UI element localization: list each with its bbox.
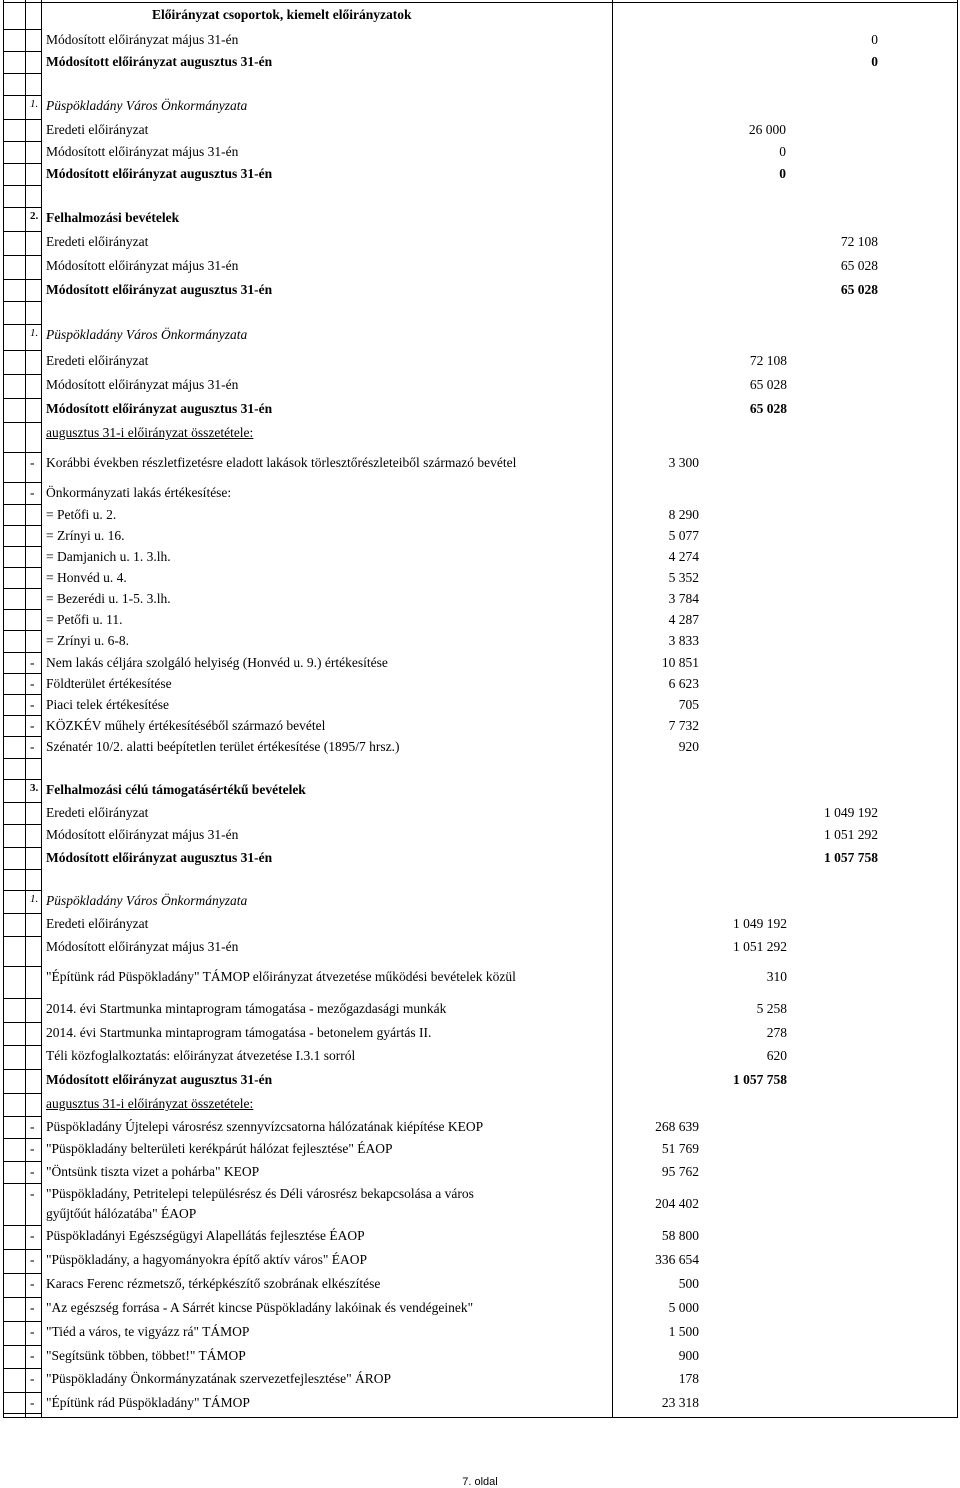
row-label: Püspökladány Város Önkormányzata bbox=[46, 327, 248, 342]
row-line bbox=[3, 1249, 41, 1250]
row-label: Püspökladányi Egészségügyi Alapellátás fejlesztése ÉAOP bbox=[46, 1228, 365, 1243]
row-value: 7 732 bbox=[668, 718, 699, 733]
row-line bbox=[3, 588, 41, 589]
row-label: "Tiéd a város, te vigyázz rá" TÁMOP bbox=[46, 1324, 250, 1339]
row-line bbox=[3, 847, 41, 848]
row-marker: - bbox=[30, 1252, 35, 1267]
row-value: 4 287 bbox=[668, 612, 699, 627]
row-line bbox=[3, 1045, 41, 1046]
row-line bbox=[3, 301, 41, 302]
row-label: "Püspökladány, a hagyományokra építő aktív város" ÉAOP bbox=[46, 1252, 367, 1267]
row-label: Piaci telek értékesítése bbox=[46, 697, 169, 712]
row-line bbox=[3, 51, 41, 52]
row-value: 1 500 bbox=[668, 1324, 699, 1339]
row-line bbox=[3, 2, 958, 3]
row-label: Eredeti előirányzat bbox=[46, 805, 149, 820]
row-line bbox=[3, 913, 41, 914]
column-line bbox=[41, 0, 42, 1418]
row-label: "Öntsünk tiszta vizet a pohárba" KEOP bbox=[46, 1164, 260, 1179]
row-label: = Honvéd u. 4. bbox=[46, 570, 127, 585]
row-label: Karacs Ferenc rézmetsző, térképkészítő szobrának elkészítése bbox=[46, 1276, 381, 1291]
row-value: 26 000 bbox=[748, 122, 786, 137]
row-line bbox=[3, 324, 41, 325]
row-marker: - bbox=[30, 1186, 35, 1201]
row-line bbox=[3, 736, 41, 737]
row-value: 58 800 bbox=[661, 1228, 699, 1243]
row-line bbox=[3, 141, 41, 142]
row-label: Szénatér 10/2. alatti beépítetlen terület értékesítése (1895/7 hrsz.) bbox=[46, 739, 400, 754]
row-label: Önkormányzati lakás értékesítése: bbox=[46, 485, 232, 500]
row-value: 1 051 292 bbox=[733, 939, 787, 954]
row-line bbox=[3, 1368, 41, 1369]
row-label: "Segítsünk többen, többet!" TÁMOP bbox=[46, 1348, 246, 1363]
row-label: = Zrínyi u. 16. bbox=[46, 528, 125, 543]
row-line bbox=[3, 1225, 41, 1226]
row-line bbox=[3, 652, 41, 653]
row-value: 5 000 bbox=[668, 1300, 699, 1315]
row-line bbox=[3, 567, 41, 568]
row-line bbox=[3, 1345, 41, 1346]
row-line bbox=[3, 715, 41, 716]
row-line bbox=[3, 1183, 41, 1184]
row-label: = Bezerédi u. 1-5. 3.lh. bbox=[46, 591, 171, 606]
row-value: 10 851 bbox=[661, 655, 699, 670]
row-label: Püspökladány Újtelepi városrész szennyvízcsatorna hálózatának kiépítése KEOP bbox=[46, 1119, 484, 1134]
row-marker: 1. bbox=[30, 893, 39, 905]
row-line bbox=[3, 1116, 41, 1117]
row-line bbox=[3, 609, 41, 610]
row-label: Püspökladány Város Önkormányzata bbox=[46, 893, 248, 908]
row-value: 72 108 bbox=[840, 234, 878, 249]
row-value: 0 bbox=[779, 144, 786, 159]
row-label: Eredeti előirányzat bbox=[46, 122, 149, 137]
row-line bbox=[3, 504, 41, 505]
row-label: Eredeti előirányzat bbox=[46, 916, 149, 931]
row-marker: - bbox=[30, 1228, 35, 1243]
row-line bbox=[3, 1093, 41, 1094]
row-value: 4 274 bbox=[668, 549, 699, 564]
row-marker: - bbox=[30, 1141, 35, 1156]
row-marker: 3. bbox=[30, 782, 39, 794]
row-value: 65 028 bbox=[749, 401, 787, 416]
row-line bbox=[3, 824, 41, 825]
row-value: 178 bbox=[678, 1371, 699, 1386]
row-label: Módosított előirányzat május 31-én bbox=[46, 939, 239, 954]
row-label: KÖZKÉV műhely értékesítéséből származó bevétel bbox=[46, 718, 326, 733]
row-line bbox=[3, 398, 41, 399]
row-label: augusztus 31-i előirányzat összetétele: bbox=[46, 425, 254, 440]
row-line bbox=[3, 1069, 41, 1070]
row-line bbox=[3, 1413, 41, 1414]
row-line bbox=[3, 890, 41, 891]
row-value: 72 108 bbox=[749, 353, 787, 368]
row-line bbox=[3, 279, 41, 280]
row-label: Módosított előirányzat május 31-én bbox=[46, 827, 239, 842]
row-value: 23 318 bbox=[661, 1395, 699, 1410]
row-label: Előirányzat csoportok, kiemelt előirányzatok bbox=[152, 7, 412, 22]
row-label: Eredeti előirányzat bbox=[46, 234, 149, 249]
row-label: "Püspökladány belterületi kerékpárút hálózat fejlesztése" ÉAOP bbox=[46, 1141, 393, 1156]
row-label: Módosított előirányzat május 31-én bbox=[46, 144, 239, 159]
row-line bbox=[3, 422, 41, 423]
row-value: 310 bbox=[766, 969, 787, 984]
row-line bbox=[3, 869, 41, 870]
row-value: 5 258 bbox=[756, 1001, 787, 1016]
column-line bbox=[957, 0, 958, 1418]
row-marker: 2. bbox=[30, 210, 39, 222]
row-marker: - bbox=[30, 1348, 35, 1363]
row-value: 95 762 bbox=[661, 1164, 699, 1179]
row-label: "Építünk rád Püspökladány" TÁMOP előirányzat átvezetése működési bevételek közül bbox=[46, 969, 516, 984]
column-line bbox=[25, 0, 26, 1418]
row-line bbox=[3, 231, 41, 232]
row-value: 51 769 bbox=[661, 1141, 699, 1156]
row-line bbox=[3, 694, 41, 695]
row-label: "Építünk rád Püspökladány" TÁMOP bbox=[46, 1395, 250, 1410]
row-label: "Az egészség forrása - A Sárrét kincse Püspökladány lakóinak és vendégeinek" bbox=[46, 1300, 474, 1315]
row-label: Földterület értékesítése bbox=[46, 676, 172, 691]
row-line bbox=[3, 95, 41, 96]
row-line bbox=[3, 482, 41, 483]
row-line bbox=[3, 1321, 41, 1322]
row-line bbox=[3, 779, 41, 780]
row-marker: - bbox=[30, 739, 35, 754]
row-marker: - bbox=[30, 655, 35, 670]
row-label: augusztus 31-i előirányzat összetétele: bbox=[46, 1096, 254, 1111]
row-line bbox=[3, 255, 41, 256]
row-value: 1 057 758 bbox=[733, 1072, 787, 1087]
row-marker: - bbox=[30, 1164, 35, 1179]
row-value: 65 028 bbox=[840, 282, 878, 297]
row-line bbox=[3, 525, 41, 526]
row-marker: - bbox=[30, 1324, 35, 1339]
row-line bbox=[3, 1297, 41, 1298]
row-value: 268 639 bbox=[655, 1119, 699, 1134]
row-line bbox=[3, 546, 41, 547]
row-line bbox=[3, 452, 41, 453]
row-value: 920 bbox=[678, 739, 699, 754]
row-marker: - bbox=[30, 676, 35, 691]
row-label: Módosított előirányzat augusztus 31-én bbox=[46, 282, 273, 297]
row-line bbox=[3, 1273, 41, 1274]
row-label: "Püspökladány Önkormányzatának szervezetfejlesztése" ÁROP bbox=[46, 1371, 392, 1386]
row-line bbox=[3, 758, 41, 759]
row-value: 204 402 bbox=[655, 1196, 699, 1211]
row-label: Módosított előirányzat augusztus 31-én bbox=[46, 401, 273, 416]
row-marker: - bbox=[30, 697, 35, 712]
row-label: = Petőfi u. 2. bbox=[46, 507, 117, 522]
row-value: 1 057 758 bbox=[824, 850, 878, 865]
row-label: "Püspökladány, Petritelepi településrész és Déli városrész bekapcsolása a város bbox=[46, 1186, 474, 1201]
row-value: 1 051 292 bbox=[824, 827, 878, 842]
row-line bbox=[3, 936, 41, 937]
row-marker: - bbox=[30, 455, 35, 470]
row-label: Módosított előirányzat augusztus 31-én bbox=[46, 54, 273, 69]
row-label: Módosított előirányzat május 31-én bbox=[46, 377, 239, 392]
row-line bbox=[3, 802, 41, 803]
row-line bbox=[3, 1138, 41, 1139]
row-line bbox=[3, 998, 41, 999]
row-label: = Petőfi u. 11. bbox=[46, 612, 123, 627]
row-marker: - bbox=[30, 1276, 35, 1291]
row-label: Felhalmozási célú támogatásértékű bevételek bbox=[46, 782, 306, 797]
row-label: Püspökladány Város Önkormányzata bbox=[46, 98, 248, 113]
row-value: 3 784 bbox=[668, 591, 699, 606]
row-value: 6 623 bbox=[668, 676, 699, 691]
row-marker: - bbox=[30, 1371, 35, 1386]
row-line bbox=[3, 29, 41, 30]
row-label: Módosított előirányzat augusztus 31-én bbox=[46, 850, 273, 865]
row-label-continued: gyűjtőút hálózatába" ÉAOP bbox=[46, 1206, 197, 1221]
row-marker: - bbox=[30, 718, 35, 733]
row-label: Felhalmozási bevételek bbox=[46, 210, 180, 225]
page-number: 7. oldal bbox=[462, 1476, 498, 1488]
row-value: 0 bbox=[779, 166, 786, 181]
row-line bbox=[3, 1022, 41, 1023]
row-line bbox=[3, 374, 41, 375]
row-value: 65 028 bbox=[749, 377, 787, 392]
row-line bbox=[3, 350, 41, 351]
row-line bbox=[3, 163, 41, 164]
row-label: Korábbi években részletfizetésre eladott lakások törlesztőrészleteiből származó bevétel bbox=[46, 455, 517, 470]
row-line bbox=[3, 673, 41, 674]
row-value: 3 833 bbox=[668, 633, 699, 648]
row-label: = Damjanich u. 1. 3.lh. bbox=[46, 549, 171, 564]
row-value: 1 049 192 bbox=[733, 916, 787, 931]
row-value: 336 654 bbox=[655, 1252, 699, 1267]
column-line bbox=[3, 0, 4, 1418]
row-label: Téli közfoglalkoztatás: előirányzat átvezetése I.3.1 sorról bbox=[46, 1048, 356, 1063]
row-value: 0 bbox=[871, 54, 878, 69]
row-label: Módosított előirányzat augusztus 31-én bbox=[46, 1072, 273, 1087]
row-value: 900 bbox=[678, 1348, 699, 1363]
row-label: 2014. évi Startmunka mintaprogram támogatása - mezőgazdasági munkák bbox=[46, 1001, 447, 1016]
row-value: 5 352 bbox=[668, 570, 699, 585]
row-line bbox=[3, 73, 41, 74]
row-label: Módosított előirányzat május 31-én bbox=[46, 258, 239, 273]
row-marker: 1. bbox=[30, 327, 39, 339]
row-value: 500 bbox=[678, 1276, 699, 1291]
row-line bbox=[3, 185, 41, 186]
row-label: = Zrínyi u. 6-8. bbox=[46, 633, 129, 648]
row-marker: - bbox=[30, 1395, 35, 1410]
row-value: 5 077 bbox=[668, 528, 699, 543]
row-value: 620 bbox=[766, 1048, 787, 1063]
row-line bbox=[3, 1392, 41, 1393]
row-label: Módosított előirányzat május 31-én bbox=[46, 32, 239, 47]
row-value: 3 300 bbox=[668, 455, 699, 470]
row-value: 278 bbox=[766, 1025, 787, 1040]
row-label: Eredeti előirányzat bbox=[46, 353, 149, 368]
row-line bbox=[3, 630, 41, 631]
row-line bbox=[3, 966, 41, 967]
row-line bbox=[3, 1417, 958, 1418]
row-label: 2014. évi Startmunka mintaprogram támogatása - betonelem gyártás II. bbox=[46, 1025, 432, 1040]
row-value: 705 bbox=[678, 697, 699, 712]
row-line bbox=[3, 119, 41, 120]
row-marker: - bbox=[30, 1300, 35, 1315]
row-value: 65 028 bbox=[840, 258, 878, 273]
row-line bbox=[3, 207, 41, 208]
row-value: 8 290 bbox=[668, 507, 699, 522]
row-marker: - bbox=[30, 1119, 35, 1134]
row-marker: - bbox=[30, 485, 35, 500]
row-label: Módosított előirányzat augusztus 31-én bbox=[46, 166, 273, 181]
row-line bbox=[3, 1161, 41, 1162]
row-value: 0 bbox=[871, 32, 878, 47]
row-value: 1 049 192 bbox=[824, 805, 878, 820]
row-label: Nem lakás céljára szolgáló helyiség (Honvéd u. 9.) értékesítése bbox=[46, 655, 388, 670]
row-marker: 1. bbox=[30, 98, 39, 110]
